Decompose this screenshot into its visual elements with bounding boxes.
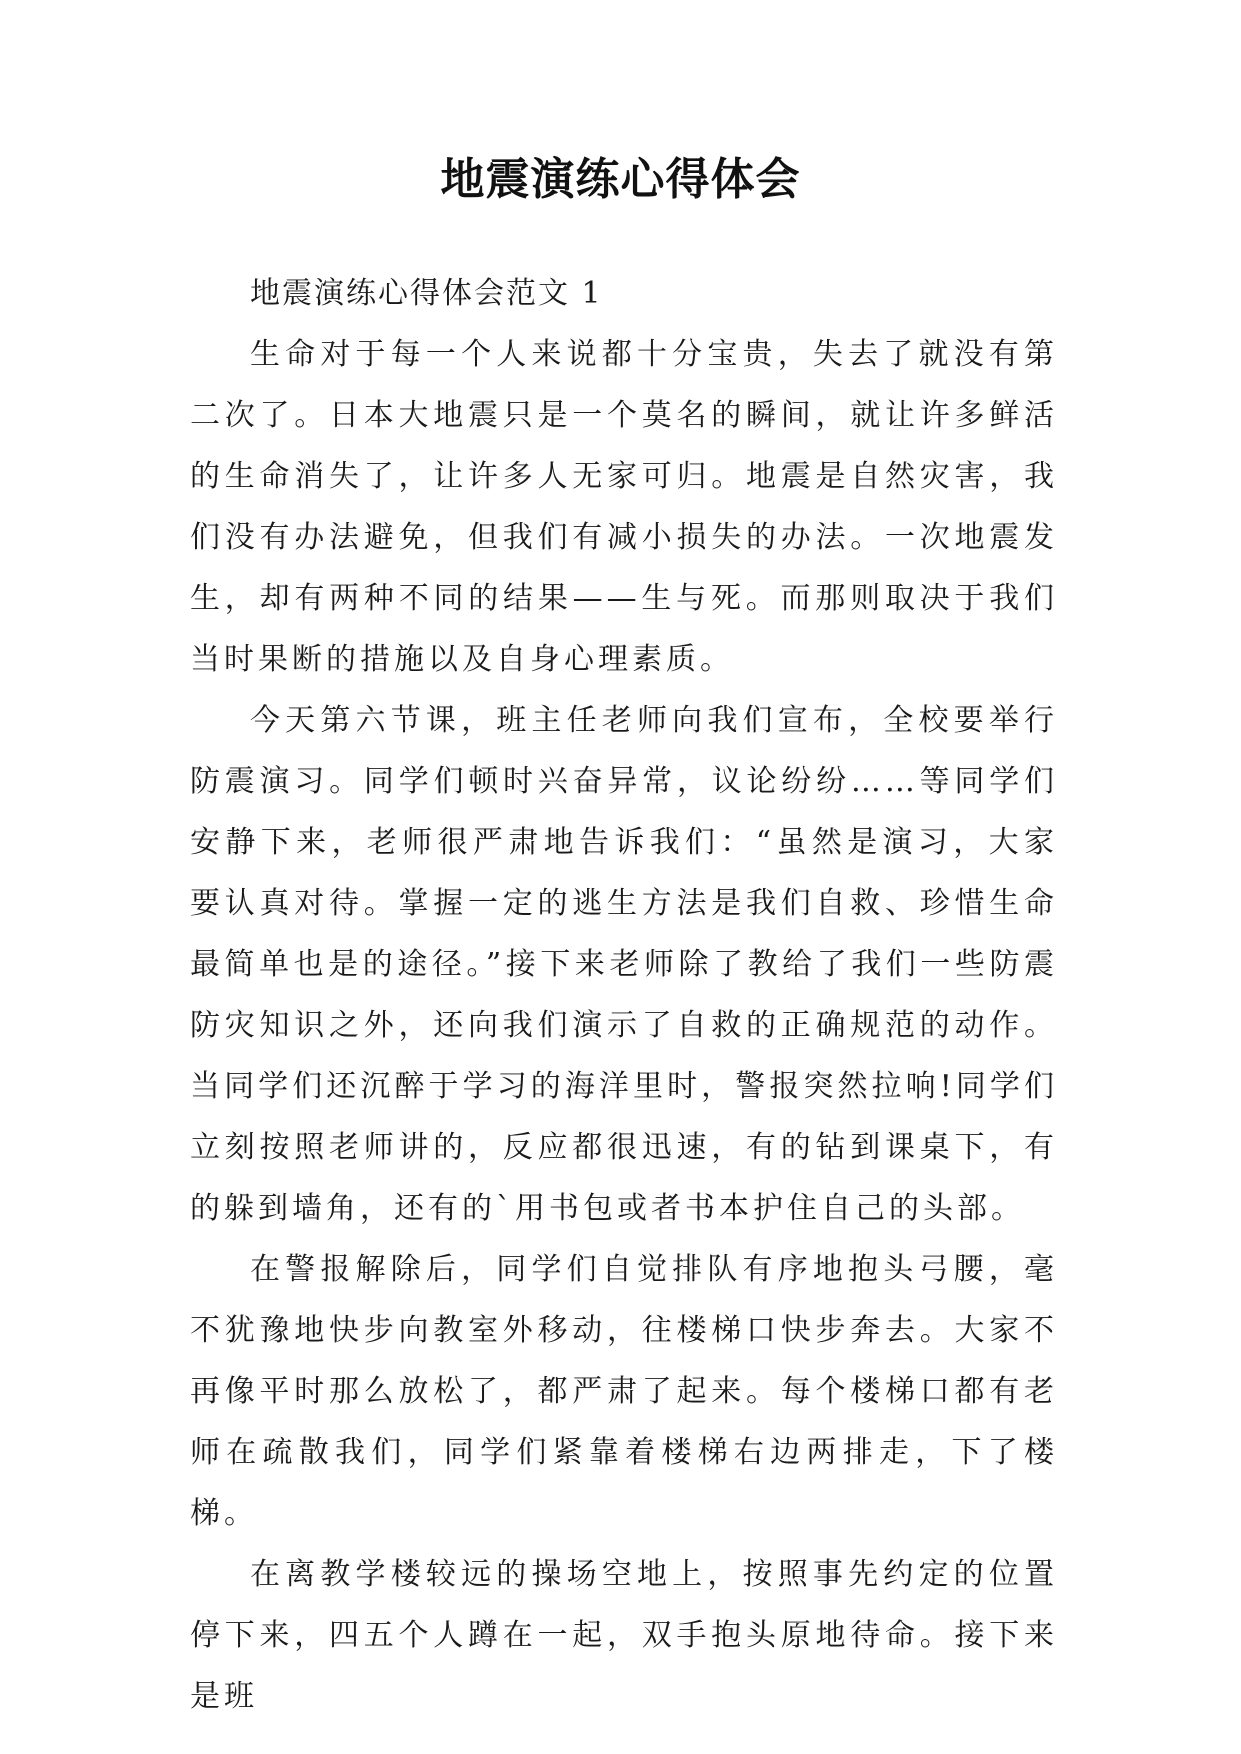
paragraph-4: 在离教学楼较远的操场空地上，按照事先约定的位置停下来，四五个人蹲在一起，双手抱头原地待命。接下来是班 [190, 1557, 1058, 1714]
paragraph-1: 生命对于每一个人来说都十分宝贵，失去了就没有第二次了。日本大地震只是一个莫名的瞬间，就让许多鲜活的生命消失了，让许多人无家可归。地震是自然灾害，我们没有办法避免，但我们有减小损失的办法。一次地震发生，却有两种不同的结果——生与死。而那则取决于我们当时果断的措施以及自身心理素质。 [190, 337, 1058, 677]
paragraph-3: 在警报解除后，同学们自觉排队有序地抱头弓腰，毫不犹豫地快步向教室外移动，往楼梯口快步奔去。大家不再像平时那么放松了，都严肃了起来。每个楼梯口都有老师在疏散我们，同学们紧靠着楼梯右边两排走，下了楼梯。 [190, 1252, 1058, 1531]
section-heading: 地震演练心得体会范文 1 [250, 276, 603, 311]
document-title: 地震演练心得体会 [440, 154, 801, 205]
document-body [190, 263, 1058, 1727]
paragraph-2: 今天第六节课，班主任老师向我们宣布，全校要举行防震演习。同学们顿时兴奋异常，议论纷纷……等同学们安静下来，老师很严肃地告诉我们：“虽然是演习，大家要认真对待。掌握一定的逃生方法是我们自救、珍惜生命最简单也是的途径。”接下来老师除了教给了我们一些防震防灾知识之外，还向我们演示了自救的正确规范的动作。当同学们还沉醉于学习的海洋里时，警报突然拉响!同学们立刻按照老师讲的，反应都很迅速，有的钻到课桌下，有的躲到墙角，还有的`用书包或者书本护住自己的头部。 [190, 703, 1058, 1226]
